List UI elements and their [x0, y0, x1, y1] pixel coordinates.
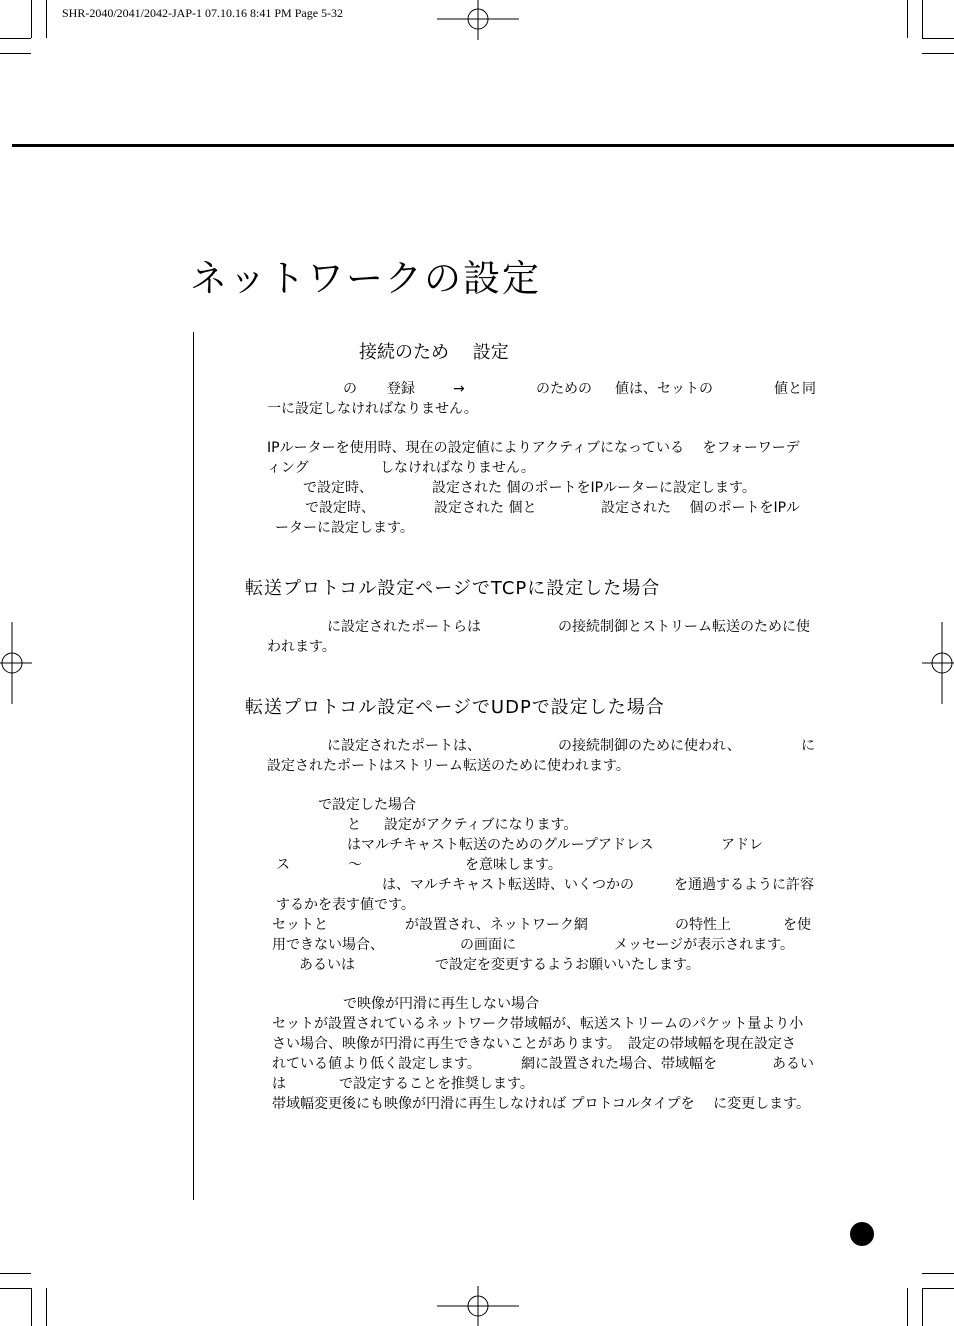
registration-mark-bottom	[437, 1286, 519, 1326]
multicast-text: で設定した場合	[318, 797, 416, 813]
registration-mark-left	[0, 622, 32, 704]
router-text: 設定された 個のポートをIPルーターに設定します。	[432, 480, 756, 496]
left-margin-bar	[193, 332, 194, 1200]
bandwidth-text: で設定することを推奨します。	[339, 1076, 534, 1092]
multicast-text: ス	[276, 857, 290, 873]
crop-mark	[46, 0, 47, 38]
crop-mark	[922, 1288, 954, 1289]
router-text: で設定時、	[303, 480, 373, 496]
intro-text: の	[343, 381, 357, 397]
router-text: 設定された 個と	[434, 500, 537, 516]
crop-mark	[922, 1288, 923, 1326]
multicast-text: するかを表す値です。	[276, 897, 415, 913]
multicast-text: を意味します。	[465, 857, 562, 873]
tcp-text: の接続制御とストリーム転送のために使	[558, 619, 810, 635]
intro-text: 登録	[387, 381, 415, 397]
crop-mark	[907, 1288, 908, 1326]
crop-mark	[46, 1288, 47, 1326]
registration-mark-top	[437, 0, 519, 40]
crop-mark	[0, 1288, 31, 1289]
udp-text: に	[801, 738, 815, 754]
router-text: 設定された 個のポートをIPル	[601, 500, 801, 516]
crop-mark	[31, 1288, 32, 1326]
udp-section-heading: 転送プロトコル設定ページでUDPで設定した場合	[245, 697, 665, 718]
header-rule	[12, 144, 954, 147]
multicast-text: アドレ	[721, 837, 763, 853]
intro-text: 一に設定しなければなりません。	[267, 401, 478, 417]
crop-mark	[0, 38, 31, 39]
bandwidth-text: 帯域幅変更後にも映像が円滑に再生しなければ プロトコルタイプを に変更します。	[272, 1096, 810, 1112]
bandwidth-text: れている値より低く設定します。	[272, 1056, 481, 1072]
multicast-text: 用できない場合、	[272, 937, 384, 953]
crop-mark	[0, 53, 31, 54]
intro-text: →	[453, 381, 465, 397]
bandwidth-text: は	[272, 1076, 286, 1092]
multicast-text: ～	[348, 857, 362, 873]
multicast-text: の特性上	[675, 917, 731, 933]
crop-mark	[907, 0, 908, 38]
bandwidth-text: セットが設置されているネットワーク帯域幅が、転送ストリームのパケット量より小	[272, 1016, 804, 1032]
router-text: IPルーターを使用時、現在の設定値によりアクティブになっている をフォーワーデ	[267, 440, 800, 456]
multicast-text: を使	[783, 917, 811, 933]
router-text: ーターに設定します。	[275, 520, 414, 536]
bandwidth-text: で映像が円滑に再生しない場合	[343, 996, 539, 1012]
multicast-text: セットと	[272, 917, 328, 933]
bandwidth-text: さい場合、映像が円滑に再生できないことがあります。 設定の帯域幅を現在設定さ	[272, 1036, 796, 1052]
router-text: で設定時、	[305, 500, 375, 516]
tcp-text: に設定されたポートらは	[327, 619, 481, 635]
udp-text: の接続制御のために使われ、	[558, 738, 741, 754]
crop-mark	[922, 0, 923, 38]
bandwidth-text: 網に設置された場合、帯域幅を	[521, 1056, 717, 1072]
router-text: しなければなりません。	[380, 460, 535, 476]
crop-mark	[922, 38, 954, 39]
intro-text: 値と同	[774, 381, 816, 397]
tcp-section-heading: 転送プロトコル設定ページでTCPに設定した場合	[245, 578, 661, 599]
multicast-text: あるいは	[299, 957, 355, 973]
udp-text: に設定されたポートは、	[327, 738, 481, 754]
registration-mark-right	[922, 622, 954, 704]
crop-mark	[0, 1273, 31, 1274]
router-text: ィング	[267, 460, 309, 476]
multicast-text: はマルチキャスト転送のためのグループアドレス	[347, 837, 654, 853]
multicast-text: メッセージが表示されます。	[614, 937, 795, 953]
page-title: ネットワークの設定	[190, 257, 541, 300]
tcp-text: われます。	[267, 639, 336, 655]
multicast-text: の画面に	[460, 937, 516, 953]
multicast-text: が設置され、ネットワーク網	[405, 917, 588, 933]
crop-mark	[922, 1273, 954, 1274]
crop-mark	[922, 53, 954, 54]
crop-mark	[31, 0, 32, 38]
intro-text: のための	[536, 381, 592, 397]
bandwidth-text: あるい	[772, 1056, 814, 1072]
udp-text: 設定されたポートはストリーム転送のために使われます。	[267, 758, 630, 774]
intro-text: 値は、セットの	[615, 381, 713, 397]
multicast-text: は、マルチキャスト転送時、いくつかの	[382, 877, 634, 893]
multicast-text: と	[347, 817, 361, 833]
section-subheading: 接続のため 設定	[359, 342, 509, 363]
page-marker-dot	[850, 1222, 874, 1246]
print-info: SHR-2040/2041/2042-JAP-1 07.10.16 8:41 PM Page 5-32	[62, 6, 344, 20]
multicast-text: で設定を変更するようお願いいたします。	[435, 957, 700, 973]
multicast-text: を通過するように許容	[674, 877, 814, 893]
multicast-text: 設定がアクティブになります。	[384, 817, 578, 833]
